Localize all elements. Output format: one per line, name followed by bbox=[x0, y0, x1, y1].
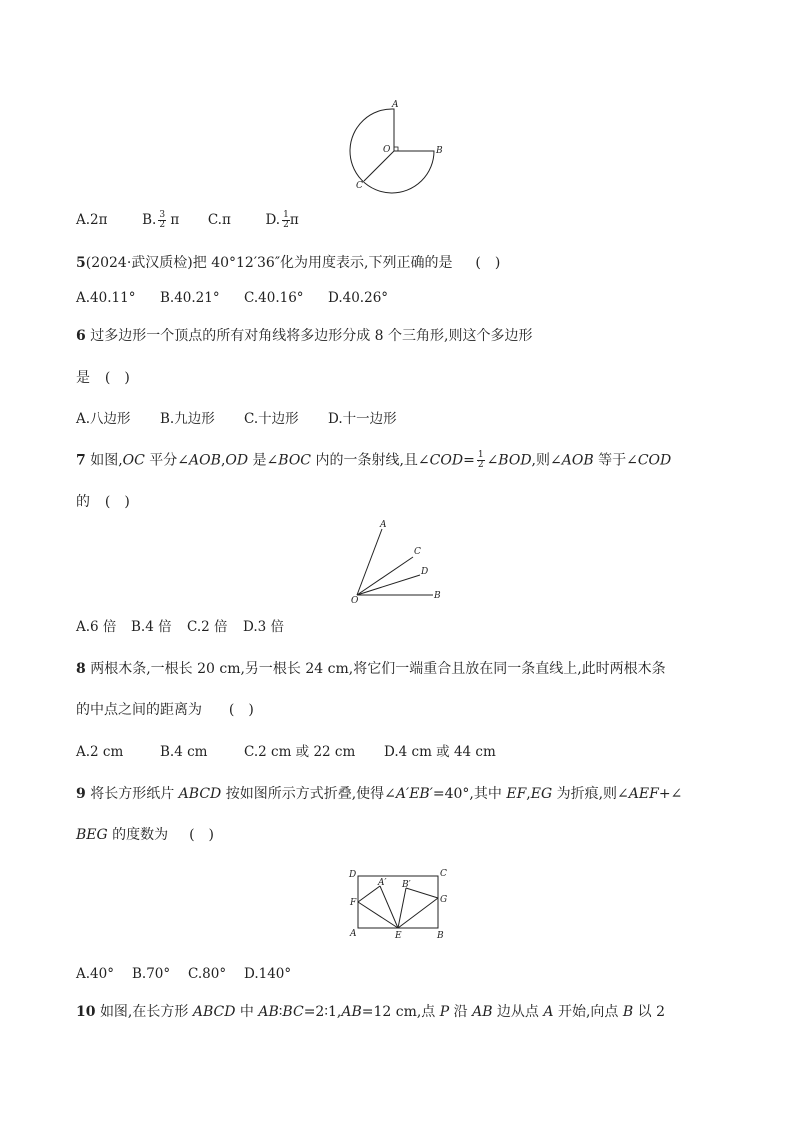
q5-option-a: A.40.11° bbox=[76, 290, 136, 306]
label-C: C bbox=[414, 547, 421, 557]
crease-EG bbox=[398, 898, 438, 928]
q4-options bbox=[76, 211, 299, 230]
q6-stem bbox=[76, 327, 532, 345]
q6-options bbox=[76, 410, 397, 428]
q5-text: (2024·武汉质检)把 40°12′36″化为用度表示,下列正确的是 bbox=[85, 255, 453, 271]
q6-number: 6 bbox=[76, 328, 86, 344]
q6-answer-paren: ( ) bbox=[104, 370, 130, 386]
q7-stem: 7 如图,OC 平分∠AOB,OD 是∠BOC 内的一条射线,且∠COD= $\frac{1}{2}$ ∠BOD,则∠AOB 等于∠COD bbox=[76, 450, 672, 470]
q5-option-b: B.40.21° bbox=[160, 290, 220, 306]
q8-text2: 的中点之间的距离为 bbox=[76, 702, 202, 718]
label-B-prime: B′ bbox=[402, 880, 411, 890]
figure-q7-rays bbox=[340, 515, 460, 607]
q7-option-a: A.6 倍 bbox=[76, 619, 117, 635]
q6-option-d: D.十一边形 bbox=[328, 411, 397, 427]
figure-q9-folded-rectangle bbox=[340, 862, 460, 944]
q4-option-c: C.π bbox=[207, 212, 231, 228]
q8-stem-line2 bbox=[76, 701, 254, 719]
q6-option-b: B.九边形 bbox=[160, 411, 215, 427]
fold-EB1 bbox=[398, 888, 406, 928]
q9-options bbox=[76, 965, 291, 983]
q7-text2: 的 bbox=[76, 494, 90, 510]
q7-stem-line2 bbox=[76, 493, 130, 511]
label-A: A bbox=[392, 100, 399, 110]
q6-text2: 是 bbox=[76, 370, 90, 386]
q8-option-b: B.4 cm bbox=[160, 744, 208, 760]
q9-option-c: C.80° bbox=[188, 966, 227, 982]
q8-options bbox=[76, 743, 496, 761]
q4-option-d: D. $\frac{1}{2}$ π bbox=[265, 210, 299, 230]
q5-option-c: C.40.16° bbox=[244, 290, 304, 306]
q10-stem: 10 如图,在长方形 ABCD 中 AB∶BC=2∶1,AB=12 cm,点 P 沿 AB 边从点 A 开始,向点 B 以 2 bbox=[76, 1004, 665, 1020]
q7-option-d: D.3 倍 bbox=[243, 619, 285, 635]
q5-number: 5 bbox=[76, 255, 86, 271]
label-C: C bbox=[440, 869, 447, 879]
fold-FA1 bbox=[358, 886, 380, 902]
label-D: D bbox=[421, 567, 429, 577]
label-C: C bbox=[356, 181, 363, 191]
fold-GB1 bbox=[406, 888, 438, 898]
label-B: B bbox=[434, 591, 441, 601]
q6-text: 过多边形一个顶点的所有对角线将多边形分成 8 个三角形,则这个多边形 bbox=[90, 328, 533, 344]
q8-stem bbox=[76, 660, 666, 678]
q8-number: 8 bbox=[76, 661, 86, 677]
q6-stem-line2 bbox=[76, 369, 130, 387]
q10-number: 10 bbox=[76, 1004, 96, 1020]
ray-OA bbox=[357, 529, 382, 595]
q9-option-b: B.70° bbox=[132, 966, 171, 982]
q9-answer-paren: ( ) bbox=[189, 827, 214, 843]
label-A: A bbox=[350, 929, 357, 939]
label-D: D bbox=[349, 870, 357, 880]
q7-fraction: $\frac{1}{2}$ bbox=[477, 450, 484, 470]
q9-number: 9 bbox=[76, 786, 86, 802]
q7-option-c: C.2 倍 bbox=[187, 619, 228, 635]
sector-radius-oc bbox=[364, 151, 394, 181]
q5-answer-paren: ( ) bbox=[475, 255, 501, 271]
label-E: E bbox=[395, 931, 402, 941]
q6-option-a: A.八边形 bbox=[76, 411, 131, 427]
label-O: O bbox=[351, 596, 359, 606]
label-B: B bbox=[436, 146, 443, 156]
label-A-prime: A′ bbox=[378, 878, 387, 888]
q4-option-a: A.2π bbox=[76, 212, 108, 228]
q6-option-c: C.十边形 bbox=[244, 411, 299, 427]
q8-option-a: A.2 cm bbox=[76, 744, 124, 760]
figure-q4-sector bbox=[340, 95, 460, 195]
q7-option-b: B.4 倍 bbox=[131, 619, 172, 635]
rectangle-ABCD bbox=[358, 876, 438, 928]
q7-number: 7 bbox=[76, 452, 86, 469]
q9-stem-line2: BEG 的度数为 ( ) bbox=[76, 827, 214, 843]
label-B: B bbox=[437, 931, 444, 941]
q8-text: 两根木条,一根长 20 cm,另一根长 24 cm,将它们一端重合且放在同一条直线上,此时两根木条 bbox=[90, 661, 666, 677]
q7-options bbox=[76, 618, 284, 636]
q9-option-a: A.40° bbox=[76, 966, 114, 982]
ray-OD bbox=[357, 575, 420, 595]
q8-answer-paren: ( ) bbox=[228, 702, 254, 718]
q4-option-b: B. $\frac{3}{2}$ π bbox=[142, 210, 180, 230]
right-angle-mark bbox=[394, 147, 398, 151]
q8-option-c: C.2 cm 或 22 cm bbox=[244, 744, 356, 760]
ray-OC bbox=[357, 557, 413, 595]
q5-option-d: D.40.26° bbox=[328, 290, 389, 306]
label-F: F bbox=[350, 898, 357, 908]
q9-stem: 9 将长方形纸片 ABCD 按如图所示方式折叠,使得∠A′EB′=40°,其中 EF,EG 为折痕,则∠AEF+∠ bbox=[76, 786, 683, 802]
q7-answer-paren: ( ) bbox=[104, 494, 130, 510]
q8-option-d: D.4 cm 或 44 cm bbox=[384, 744, 496, 760]
q5-stem bbox=[76, 254, 500, 272]
label-A: A bbox=[380, 520, 387, 530]
label-G: G bbox=[440, 895, 448, 905]
q9-option-d: D.140° bbox=[244, 966, 292, 982]
label-O: O bbox=[383, 145, 391, 155]
q5-options bbox=[76, 289, 388, 307]
